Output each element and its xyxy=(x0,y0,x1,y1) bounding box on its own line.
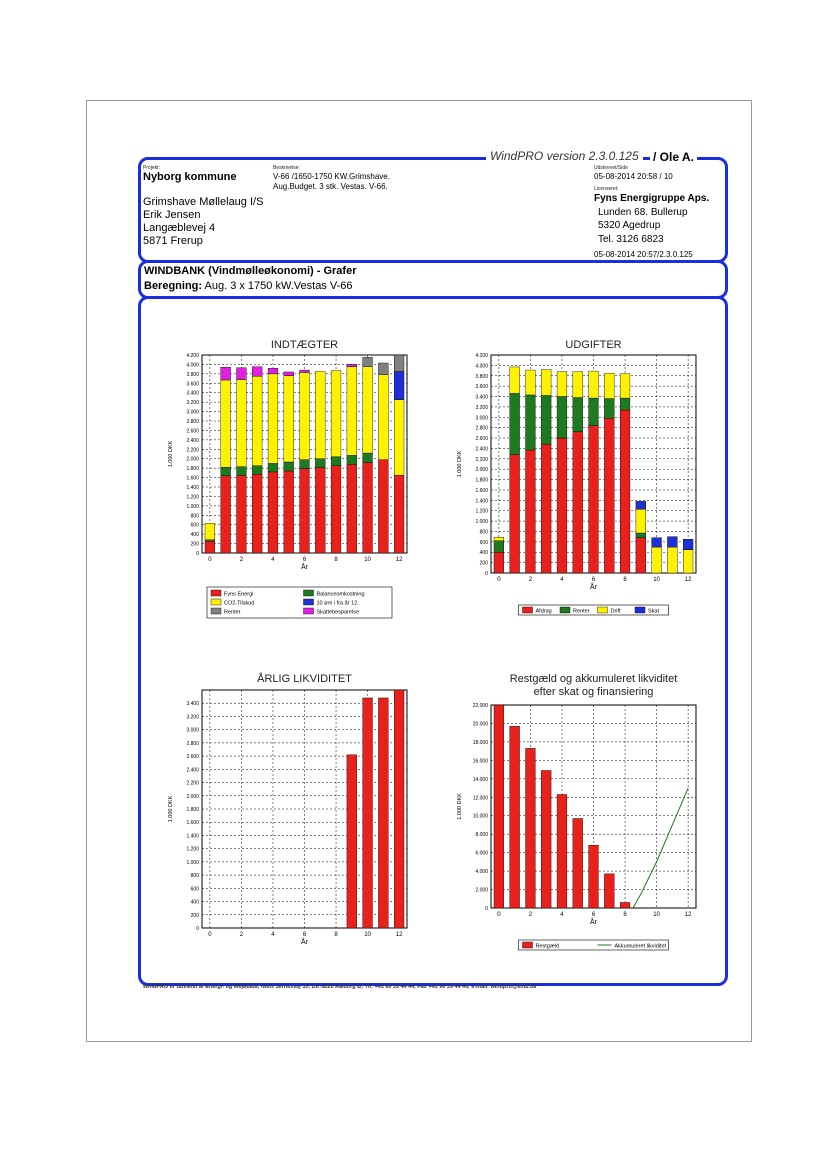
x-tick-label: 10 xyxy=(653,912,660,918)
version-label: WindPRO version 2.3.0.125 xyxy=(486,149,643,163)
y-tick-label: 4.000 xyxy=(475,869,488,876)
licensed-line2: 5320 Agedrup xyxy=(598,220,661,231)
y-tick-label: 2.800 xyxy=(475,425,488,432)
y-tick-label: 2.000 xyxy=(475,887,488,894)
x-tick-label: 2 xyxy=(528,912,533,918)
owner-line4: 5871 Frerup xyxy=(143,235,203,247)
y-tick-label: 1.600 xyxy=(475,487,488,494)
bar-skattebesparelse xyxy=(300,370,310,372)
bar-balanceomkostning xyxy=(268,463,278,471)
x-axis-label: År xyxy=(301,939,308,946)
x-tick-label: 2 xyxy=(528,577,533,583)
legend-label: Restgæld xyxy=(535,943,560,950)
chart-title-line1: Restgæld og akkumuleret likviditet xyxy=(509,673,678,685)
bar-afdrag xyxy=(494,552,504,573)
bar-fyns-energi xyxy=(315,468,325,553)
bar-co2-tilskud xyxy=(205,523,215,540)
y-tick-label: 2.000 xyxy=(186,456,199,463)
bar-afdrag xyxy=(604,418,614,573)
x-tick-label: 6 xyxy=(591,577,596,583)
y-tick-label: 2.400 xyxy=(475,446,488,453)
y-tick-label: 18.000 xyxy=(472,739,488,746)
printed-caption: Udskrevet/Side xyxy=(594,165,628,171)
y-tick-label: 3.600 xyxy=(186,381,199,388)
bar-fyns-energi xyxy=(300,469,310,553)
x-tick-label: 12 xyxy=(684,577,692,583)
bar-fyns-energi xyxy=(237,475,247,553)
legend-swatch xyxy=(211,608,221,614)
bar-co2-tilskud xyxy=(237,380,247,467)
x-tick-label: 4 xyxy=(560,577,564,583)
x-tick-label: 6 xyxy=(302,557,307,563)
bar-balanceomkostning xyxy=(237,467,247,475)
footer-text: WindPRO er udviklet af Energi- og Miljødata, Niels Jernesvej 10, DK-9220 Aalborg Ø, Tlf. +45 96 35 44 44, Fax +45 96 35 44 46, e-mail: windpro@emd.dk xyxy=(143,984,537,990)
legend-swatch xyxy=(560,607,570,613)
bar-skat xyxy=(636,501,646,509)
y-tick-label: 4.200 xyxy=(186,353,199,359)
licensed-name: Fyns Energigruppe Aps. xyxy=(594,193,710,204)
legend-swatch xyxy=(211,599,221,605)
x-tick-label: 8 xyxy=(623,577,627,583)
chart-title-line2: efter skat og finansiering xyxy=(533,686,654,698)
bar-drift xyxy=(620,374,630,398)
x-tick-label: 0 xyxy=(208,557,212,563)
y-tick-label: 1.200 xyxy=(186,494,199,501)
bar-renter xyxy=(604,399,614,419)
bar-fyns-energi xyxy=(205,541,215,553)
y-tick-label: 3.200 xyxy=(186,400,199,407)
x-tick-label: 6 xyxy=(302,932,307,938)
y-tick-label: 6.000 xyxy=(475,850,488,857)
bar-10-re-i-fra-r-12- xyxy=(394,372,404,400)
x-tick-label: 2 xyxy=(239,557,244,563)
bar-likviditet xyxy=(347,755,357,928)
bar-skattebesparelse xyxy=(221,367,231,380)
legend-label: Drift xyxy=(610,608,621,615)
y-tick-label: 400 xyxy=(190,899,199,906)
bar-co2-tilskud xyxy=(221,380,231,467)
user-label: / Ole A. xyxy=(650,150,697,164)
bar-renter xyxy=(620,398,630,410)
bar-restgaeld xyxy=(510,726,520,908)
bar-drift xyxy=(494,537,504,541)
y-tick-label: 3.200 xyxy=(475,404,488,411)
bar-co2-tilskud xyxy=(315,372,325,459)
bar-co2-tilskud xyxy=(331,371,341,457)
owner-line1: Grimshave Møllelaug I/S xyxy=(143,196,264,208)
desc-line2: Aug.Budget. 3 stk. Vestas. V-66. xyxy=(273,182,388,191)
legend-label: Akkumuleret likviditet xyxy=(614,943,667,950)
y-tick-label: 3.000 xyxy=(186,727,199,734)
y-tick-label: 2.200 xyxy=(475,456,488,463)
y-tick-label: 800 xyxy=(190,513,199,520)
legend-label: CO2-Tilskud xyxy=(224,600,255,607)
y-tick-label: 0 xyxy=(196,551,199,557)
bar-fyns-energi xyxy=(363,462,373,553)
y-tick-label: 200 xyxy=(190,541,199,548)
chart-title: INDTÆGTER xyxy=(270,339,339,351)
y-tick-label: 1.400 xyxy=(186,485,199,491)
y-tick-label: 3.800 xyxy=(475,373,488,380)
bar-afdrag xyxy=(573,432,583,573)
y-tick-label: 600 xyxy=(190,522,199,529)
y-tick-label: 3.200 xyxy=(186,714,199,721)
y-tick-label: 20.000 xyxy=(472,721,488,728)
bar-co2-tilskud xyxy=(378,375,388,460)
y-tick-label: 0 xyxy=(485,571,488,577)
y-tick-label: 3.000 xyxy=(475,415,488,422)
licensed-line3: Tel. 3126 6823 xyxy=(598,234,664,245)
y-tick-label: 2.800 xyxy=(186,740,199,747)
bar-likviditet xyxy=(394,690,404,928)
bar-balanceomkostning xyxy=(221,467,231,475)
legend-swatch xyxy=(635,607,645,613)
y-tick-label: 2.400 xyxy=(186,437,199,444)
bar-afdrag xyxy=(636,538,646,573)
bar-balanceomkostning xyxy=(252,466,262,474)
bar-skattebesparelse xyxy=(237,368,247,380)
bar-balanceomkostning xyxy=(205,540,215,541)
bar-skattebesparelse xyxy=(268,368,278,374)
bar-renter xyxy=(589,398,599,426)
bar-drift xyxy=(557,372,567,397)
bar-renter xyxy=(636,533,646,538)
x-tick-label: 4 xyxy=(560,912,564,918)
y-tick-label: 3.600 xyxy=(475,384,488,391)
x-tick-label: 10 xyxy=(364,932,371,938)
x-tick-label: 12 xyxy=(395,932,403,938)
y-tick-label: 8.000 xyxy=(475,832,488,839)
bar-co2-tilskud xyxy=(268,374,278,464)
bar-renter xyxy=(494,541,504,552)
y-tick-label: 1.800 xyxy=(475,477,488,484)
project-name: Nyborg kommune xyxy=(143,171,237,183)
x-tick-label: 10 xyxy=(653,577,660,583)
licensed-caption: Licenseret: xyxy=(594,186,619,192)
y-tick-label: 200 xyxy=(479,560,488,567)
y-axis-label: 1.000 DKK xyxy=(457,450,463,478)
bar-skat xyxy=(683,539,693,549)
calc-value: Aug. 3 x 1750 kW.Vestas V-66 xyxy=(204,280,353,292)
y-tick-label: 12.000 xyxy=(472,795,488,802)
x-tick-label: 10 xyxy=(364,557,371,563)
legend-swatch xyxy=(304,608,314,614)
x-tick-label: 8 xyxy=(334,932,338,938)
y-tick-label: 600 xyxy=(190,886,199,893)
y-tick-label: 1.600 xyxy=(186,820,199,827)
bar-fyns-energi xyxy=(347,464,357,553)
y-axis-label: 1.000 DKK xyxy=(168,795,174,823)
chart-2 xyxy=(457,339,696,615)
chart-1 xyxy=(168,339,407,618)
x-tick-label: 0 xyxy=(497,577,501,583)
bar-drift xyxy=(541,370,551,396)
x-tick-label: 8 xyxy=(334,557,338,563)
bar-restgaeld xyxy=(557,795,567,908)
y-tick-label: 2.200 xyxy=(186,447,199,454)
legend-label: Renter xyxy=(573,608,590,615)
chart-3 xyxy=(168,672,407,946)
bar-co2-tilskud xyxy=(363,367,373,453)
bar-renter xyxy=(363,357,373,366)
desc-caption: Beskrivelse: xyxy=(273,165,300,171)
bar-afdrag xyxy=(557,438,567,573)
bar-co2-tilskud xyxy=(300,372,310,459)
y-tick-label: 1.200 xyxy=(186,846,199,853)
legend-swatch xyxy=(304,599,314,605)
bar-restgaeld xyxy=(573,818,583,908)
y-tick-label: 1.000 xyxy=(186,503,199,510)
y-tick-label: 1.000 xyxy=(186,859,199,866)
bar-restgaeld xyxy=(620,902,630,908)
bar-drift xyxy=(526,370,536,395)
y-axis-label: 1.000 DKK xyxy=(457,793,463,820)
y-tick-label: 1.800 xyxy=(186,807,199,813)
bar-co2-tilskud xyxy=(252,376,262,466)
x-tick-label: 4 xyxy=(271,932,275,938)
bar-renter xyxy=(573,398,583,432)
project-caption: Projekt: xyxy=(143,165,160,171)
chart-4 xyxy=(457,673,696,950)
calc-caption: Beregning: xyxy=(144,280,203,292)
y-tick-label: 10.000 xyxy=(472,813,488,820)
legend-label: Fyns Energi xyxy=(224,591,254,598)
owner-line2: Erik Jensen xyxy=(143,209,201,221)
legend-swatch xyxy=(523,607,533,613)
y-tick-label: 2.400 xyxy=(186,767,199,774)
y-tick-label: 14.000 xyxy=(472,776,488,783)
bar-renter xyxy=(541,395,551,444)
bar-drift xyxy=(510,367,520,393)
bar-skat xyxy=(652,538,662,547)
y-tick-label: 600 xyxy=(479,539,488,546)
y-tick-label: 4.000 xyxy=(186,362,199,369)
y-tick-label: 3.400 xyxy=(475,394,488,401)
chart-title: ÅRLIG LIKVIDITET xyxy=(257,673,352,685)
bar-balanceomkostning xyxy=(300,460,310,469)
legend-label: 10 øre i fra år 12. xyxy=(316,600,359,607)
bar-skattebesparelse xyxy=(347,364,357,366)
y-tick-label: 1.200 xyxy=(475,508,488,515)
bar-renter xyxy=(378,363,388,375)
x-tick-label: 2 xyxy=(239,932,244,938)
x-tick-label: 12 xyxy=(684,912,692,918)
x-axis-label: År xyxy=(301,564,308,571)
bar-fyns-energi xyxy=(331,466,341,553)
bar-balanceomkostning xyxy=(315,459,325,468)
y-tick-label: 2.000 xyxy=(475,467,488,474)
y-tick-label: 2.600 xyxy=(186,428,199,435)
owner-line3: Langæblevej 4 xyxy=(143,222,216,234)
bar-co2-tilskud xyxy=(284,376,294,462)
bar-drift xyxy=(573,372,583,398)
y-tick-label: 2.600 xyxy=(475,436,488,443)
legend-label: Balanceomkostning xyxy=(316,591,365,598)
x-tick-label: 12 xyxy=(395,557,403,563)
x-tick-label: 0 xyxy=(208,932,212,938)
y-tick-label: 3.400 xyxy=(186,390,199,397)
y-tick-label: 400 xyxy=(190,532,199,539)
y-tick-label: 200 xyxy=(190,912,199,919)
bar-afdrag xyxy=(589,426,599,573)
bar-skat xyxy=(667,537,677,547)
bar-likviditet xyxy=(363,698,373,928)
bar-restgaeld xyxy=(494,705,504,908)
bar-afdrag xyxy=(510,455,520,573)
bar-afdrag xyxy=(541,444,551,573)
y-tick-label: 3.400 xyxy=(186,701,199,708)
bar-skattebesparelse xyxy=(252,367,262,376)
y-tick-label: 800 xyxy=(190,873,199,880)
y-tick-label: 1.600 xyxy=(186,475,199,482)
plot-area xyxy=(202,690,407,928)
y-tick-label: 2.000 xyxy=(186,793,199,800)
printed-value: 05-08-2014 20:58 / 10 xyxy=(594,172,673,181)
bar-afdrag xyxy=(526,450,536,573)
bar-drift xyxy=(636,509,646,533)
bar-restgaeld xyxy=(604,874,614,908)
y-tick-label: 16.000 xyxy=(472,758,488,765)
y-tick-label: 0 xyxy=(196,926,199,932)
bar-renter xyxy=(557,397,567,439)
bar-fyns-energi xyxy=(252,474,262,553)
y-tick-label: 3.000 xyxy=(186,409,199,416)
x-tick-label: 0 xyxy=(497,912,501,918)
bar-afdrag xyxy=(620,410,630,573)
x-tick-label: 8 xyxy=(623,912,627,918)
x-axis-label: År xyxy=(590,919,597,926)
legend-label: Skat xyxy=(648,608,660,615)
y-tick-label: 2.600 xyxy=(186,754,199,761)
legend-swatch xyxy=(211,590,221,596)
y-tick-label: 2.200 xyxy=(186,780,199,787)
bar-co2-tilskud xyxy=(347,367,357,456)
y-tick-label: 1.000 xyxy=(475,519,488,526)
bar-fyns-energi xyxy=(378,460,388,553)
y-tick-label: 4.000 xyxy=(475,363,488,370)
bar-restgaeld xyxy=(589,845,599,908)
y-tick-label: 4.200 xyxy=(475,353,488,359)
bar-fyns-energi xyxy=(394,475,404,553)
bar-balanceomkostning xyxy=(284,462,294,471)
bar-drift xyxy=(652,547,662,573)
x-tick-label: 4 xyxy=(271,557,275,563)
y-tick-label: 400 xyxy=(479,550,488,557)
calc-date: 05-08-2014 20:57/2.3.0.125 xyxy=(594,250,693,259)
legend-label: Afdrag xyxy=(535,608,552,615)
bar-renter xyxy=(394,355,404,372)
y-tick-label: 1.800 xyxy=(186,466,199,473)
report-title: WINDBANK (Vindmølleøkonomi) - Grafer xyxy=(144,265,357,277)
desc-line1: V-66 /1650-1750 KW.Grimshave. xyxy=(273,172,390,181)
bar-restgaeld xyxy=(541,771,551,908)
bar-renter xyxy=(526,395,536,450)
y-tick-label: 3.800 xyxy=(186,371,199,378)
bar-fyns-energi xyxy=(284,471,294,553)
legend-swatch xyxy=(304,590,314,596)
licensed-line1: Lunden 68. Bullerup xyxy=(598,207,688,218)
y-axis-label: 1.000 DKK xyxy=(168,440,174,468)
y-tick-label: 1.400 xyxy=(186,833,199,840)
bar-renter xyxy=(510,393,520,454)
bar-fyns-energi xyxy=(221,476,231,553)
y-tick-label: 1.400 xyxy=(475,498,488,505)
bar-balanceomkostning xyxy=(331,457,341,466)
bar-balanceomkostning xyxy=(347,455,357,464)
bar-co2-tilskud xyxy=(394,400,404,475)
y-tick-label: 800 xyxy=(479,529,488,536)
chart-title: UDGIFTER xyxy=(565,339,622,351)
bar-restgaeld xyxy=(526,748,536,908)
bar-drift xyxy=(683,550,693,573)
legend-swatch xyxy=(598,607,608,613)
bar-skattebesparelse xyxy=(284,372,294,376)
y-tick-label: 22.000 xyxy=(472,703,488,709)
bar-fyns-energi xyxy=(268,472,278,553)
x-axis-label: År xyxy=(590,584,597,591)
bar-drift xyxy=(604,373,614,398)
y-tick-label: 2.800 xyxy=(186,419,199,425)
bar-drift xyxy=(589,371,599,398)
legend-label: Skattebesparelse xyxy=(316,609,359,616)
bar-drift xyxy=(667,547,677,573)
x-tick-label: 6 xyxy=(591,912,596,918)
bar-balanceomkostning xyxy=(363,453,373,462)
legend-swatch xyxy=(523,942,533,948)
legend-label: Renter xyxy=(224,609,241,616)
bar-likviditet xyxy=(378,698,388,928)
y-tick-label: 0 xyxy=(485,906,488,912)
